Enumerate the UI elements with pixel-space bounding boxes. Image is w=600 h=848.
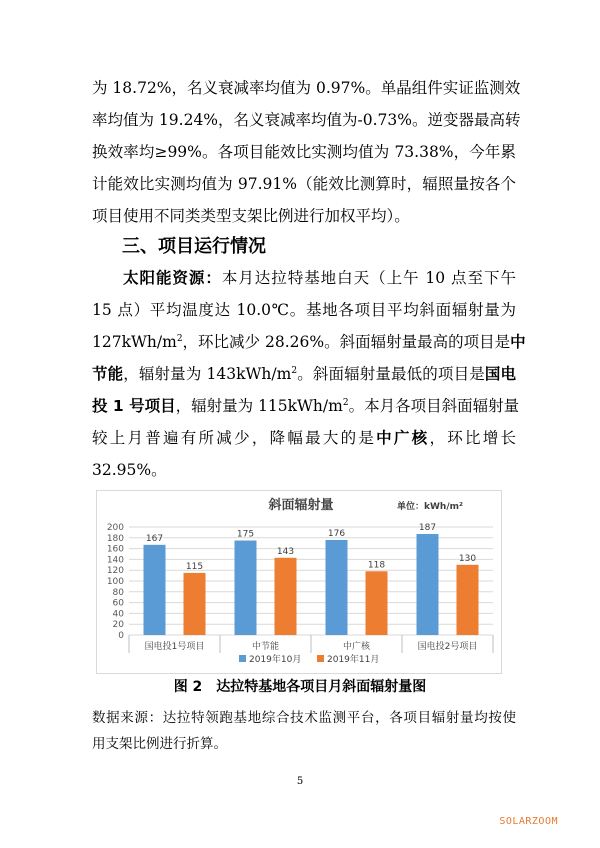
x-category-label: 国电投1号项目 xyxy=(144,642,205,652)
chart-title: 斜面辐射量 xyxy=(268,498,334,513)
text-line xyxy=(92,326,526,358)
page-number: 5 xyxy=(296,776,304,787)
bold-label: 太阳能资源： xyxy=(123,269,222,287)
bar xyxy=(184,573,206,635)
text-line: 计能效比实测均值为 97.91%（能效比测算时，辐照量按各个 xyxy=(92,175,516,193)
y-tick-label: 100 xyxy=(106,577,124,587)
bar xyxy=(417,534,439,635)
paragraph-solar-resource xyxy=(92,262,526,486)
inline-text: ，辐射量为 115kWh/m xyxy=(175,397,343,415)
text-line xyxy=(92,262,516,294)
legend-label: 2019年11月 xyxy=(327,655,380,665)
bar xyxy=(366,571,388,635)
data-label: 130 xyxy=(458,553,477,564)
text-line: 15 点）平均温度达 10.0℃。基地各项目平均斜面辐射量为 xyxy=(92,301,516,319)
inline-text: ，环比减少 28.26%。斜面辐射量最高的项目是 xyxy=(182,333,511,351)
bold-text: 中 xyxy=(510,333,526,351)
bold-text: 投 1 号项目 xyxy=(92,397,176,415)
data-label: 175 xyxy=(236,529,255,540)
y-tick-label: 160 xyxy=(106,544,124,555)
solarzoom-watermark: SOLARZOOM xyxy=(499,816,558,827)
inline-text: 较上月普遍有所减少，降幅最大的是 xyxy=(92,429,377,447)
data-source-note xyxy=(92,705,516,757)
superscript: 2 xyxy=(291,365,298,376)
y-tick-label: 80 xyxy=(112,587,124,598)
data-label: 118 xyxy=(367,560,386,571)
text-line: 项目使用不同类类型支架比例进行加权平均）。 xyxy=(92,207,410,225)
y-tick-label: 140 xyxy=(106,555,124,566)
y-tick-label: 0 xyxy=(118,631,124,641)
bar xyxy=(235,541,257,636)
inline-text: 。本月各项目斜面辐射量 xyxy=(348,397,520,415)
x-category-label: 国电投2号项目 xyxy=(417,642,478,652)
data-label: 176 xyxy=(327,528,346,539)
data-label: 115 xyxy=(185,561,204,572)
y-tick-label: 20 xyxy=(112,620,124,631)
text-line: 数据来源：达拉特领跑基地综合技术监测平台，各项目辐射量均按使 xyxy=(92,710,516,726)
bold-text: 中广核 xyxy=(376,429,430,447)
inline-text: 127kWh/m xyxy=(92,333,177,351)
inline-text: ，辐射量为 143kWh/m xyxy=(123,365,292,383)
text-line xyxy=(92,422,516,454)
bold-text: 国电 xyxy=(484,365,516,383)
y-tick-label: 60 xyxy=(112,598,124,609)
text-line: 为 18.72%，名义衰减率均值为 0.97%。单晶组件实证监测效 xyxy=(92,79,521,97)
chart-unit-label: 单位：kWh/m² xyxy=(397,502,463,512)
text-line xyxy=(92,390,520,422)
legend-swatch xyxy=(317,655,324,662)
superscript: 2 xyxy=(176,333,183,344)
bold-text: 节能 xyxy=(92,365,124,383)
y-tick-label: 40 xyxy=(112,609,124,620)
text-line: 率均值为 19.24%，名义衰减率均值为-0.73%。逆变器最高转 xyxy=(92,111,521,129)
inline-text: ，环比增长 xyxy=(429,429,516,447)
bar xyxy=(144,545,166,635)
text-line: 用支架比例进行折算。 xyxy=(92,736,227,752)
bar xyxy=(326,540,348,635)
data-label: 143 xyxy=(276,546,295,557)
y-tick-label: 200 xyxy=(106,523,124,533)
figure-caption: 图 2 达拉特基地各项目月斜面辐射量图 xyxy=(173,679,427,695)
text-line xyxy=(92,358,516,390)
data-label: 167 xyxy=(145,533,164,544)
bar xyxy=(457,565,479,635)
radiation-bar-chart xyxy=(96,490,502,674)
legend-label: 2019年10月 xyxy=(249,655,302,665)
data-label: 187 xyxy=(418,523,437,534)
y-tick-label: 120 xyxy=(106,566,124,577)
text-line: 32.95%。 xyxy=(92,461,167,479)
inline-text: 本月达拉特基地白天（上午 10 点至下午 xyxy=(221,269,516,287)
x-category-label: 中广核 xyxy=(342,642,371,652)
paragraph-efficiency xyxy=(92,72,521,232)
superscript: 2 xyxy=(342,397,349,408)
legend-swatch xyxy=(239,655,246,662)
section-heading: 三、项目运行情况 xyxy=(122,236,266,257)
x-category-label: 中节能 xyxy=(251,642,280,652)
inline-text: 。斜面辐射量最低的项目是 xyxy=(297,365,485,383)
text-line: 换效率均≥99%。各项目能效比实测均值为 73.38%，今年累 xyxy=(92,143,516,161)
y-tick-label: 180 xyxy=(106,533,124,544)
chart-svg xyxy=(97,491,501,673)
bar xyxy=(275,558,297,635)
